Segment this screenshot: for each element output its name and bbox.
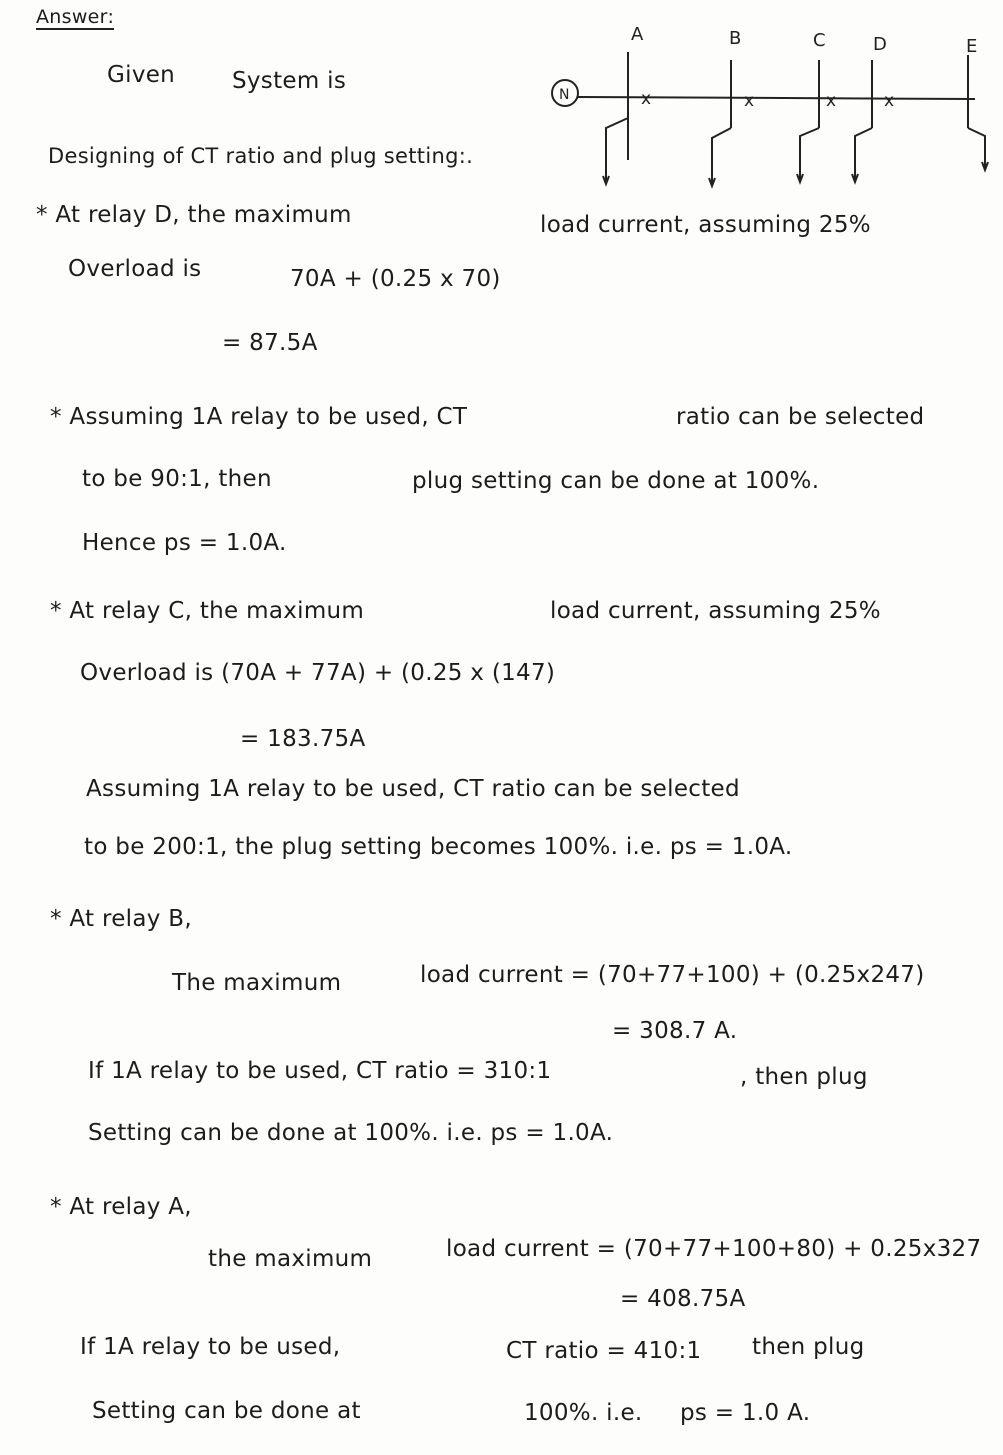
relay-d-line1a: * At relay D, the maximum (36, 202, 352, 228)
relay-b-line1: * At relay B, (50, 906, 192, 932)
relay-d-line1b: load current, assuming 25% (540, 212, 871, 238)
relay-d-line4b: plug setting can be done at 100%. (412, 468, 820, 494)
bus-e-label: E (966, 36, 978, 57)
relay-a-line1: * At relay A, (50, 1194, 192, 1220)
breaker-d: x (884, 91, 895, 111)
relay-b-line3b: , then plug (740, 1064, 868, 1090)
relay-b-line4: Setting can be done at 100%. i.e. ps = 1.0A. (88, 1120, 614, 1146)
bus-d-label: D (873, 34, 887, 55)
radial-feeder-diagram (0, 0, 1003, 220)
relay-b-line3a: If 1A relay to be used, CT ratio = 310:1 (88, 1058, 552, 1084)
relay-d-line3b: ratio can be selected (676, 404, 925, 430)
relay-b-line2a: The maximum (172, 970, 342, 996)
given-label: Given (107, 62, 176, 88)
relay-d-result: = 87.5A (222, 330, 318, 356)
relay-c-line1a: * At relay C, the maximum (50, 598, 365, 624)
relay-d-line3a: * Assuming 1A relay to be used, CT (50, 404, 468, 430)
relay-a-result: = 408.75A (620, 1286, 746, 1312)
relay-a-line3a: If 1A relay to be used, (80, 1334, 341, 1360)
relay-a-line2a: the maximum (208, 1246, 373, 1272)
bus-c-label: C (813, 30, 826, 51)
relay-b-result: = 308.7 A. (612, 1018, 738, 1044)
bus-b-label: B (729, 28, 742, 49)
relay-d-line5: Hence ps = 1.0A. (82, 530, 287, 556)
relay-c-line3: Assuming 1A relay to be used, CT ratio can be selected (86, 776, 740, 802)
bus-a-label: A (631, 24, 644, 45)
breaker-c: x (826, 91, 837, 111)
design-heading: Designing of CT ratio and plug setting:. (48, 144, 474, 168)
relay-a-line4a: Setting can be done at (92, 1398, 361, 1424)
relay-d-line2b: 70A + (0.25 x 70) (290, 266, 501, 292)
relay-b-line2b: load current = (70+77+100) + (0.25x247) (420, 962, 925, 988)
breaker-a: x (641, 89, 652, 109)
relay-c-line4: to be 200:1, the plug setting becomes 100%. i.e. ps = 1.0A. (84, 834, 793, 860)
relay-d-line4a: to be 90:1, then (82, 466, 272, 492)
system-is-label: System is (232, 68, 347, 94)
source-label: N (559, 87, 570, 103)
relay-c-line2: Overload is (70A + 77A) + (0.25 x (147) (80, 660, 556, 686)
answer-heading: Answer: (36, 6, 115, 28)
relay-a-line4c: ps = 1.0 A. (680, 1400, 811, 1426)
relay-a-line3b: CT ratio = 410:1 (506, 1338, 702, 1364)
relay-c-result: = 183.75A (240, 726, 366, 752)
relay-a-line4b: 100%. i.e. (524, 1400, 643, 1426)
relay-c-line1b: load current, assuming 25% (550, 598, 881, 624)
breaker-b: x (744, 91, 755, 111)
relay-a-line3c: then plug (752, 1334, 865, 1360)
relay-d-line2a: Overload is (68, 256, 202, 282)
relay-a-line2b: load current = (70+77+100+80) + 0.25x327 (446, 1236, 982, 1262)
